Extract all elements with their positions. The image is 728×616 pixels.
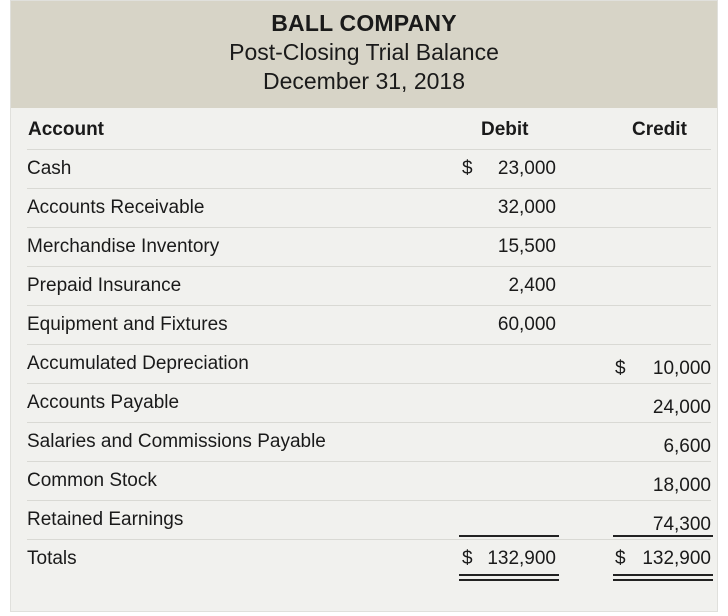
- credit-double-rule-top: [613, 574, 713, 576]
- company-name: BALL COMPANY: [271, 10, 457, 36]
- dollar-sign: $: [615, 548, 626, 569]
- credit-column-header: Credit: [632, 119, 687, 140]
- debit-amount: 32,000: [497, 197, 556, 218]
- account-column-header: Account: [28, 119, 104, 140]
- table-row: [27, 344, 711, 383]
- account-name: Salaries and Commissions Payable: [27, 431, 326, 452]
- debit-total-underline: [459, 535, 559, 537]
- account-name: Retained Earnings: [27, 509, 184, 530]
- table-row: [27, 305, 711, 344]
- debit-amount: 60,000: [497, 314, 556, 335]
- account-name: Merchandise Inventory: [27, 236, 220, 257]
- trial-balance-panel: [10, 0, 718, 612]
- account-name: Accounts Payable: [27, 392, 180, 413]
- table-row: [27, 461, 711, 500]
- total-credit: 132,900: [642, 548, 711, 569]
- dollar-sign: $: [615, 358, 626, 379]
- total-debit: 132,900: [487, 548, 556, 569]
- credit-total-underline: [613, 535, 713, 537]
- table-row: [27, 422, 711, 461]
- account-name: Accounts Receivable: [27, 197, 205, 218]
- account-name: Cash: [27, 158, 72, 179]
- account-name: Prepaid Insurance: [27, 275, 182, 296]
- table-row: [27, 383, 711, 422]
- credit-amount: 18,000: [652, 475, 711, 496]
- statement-title: Post-Closing Trial Balance: [229, 39, 499, 65]
- account-name: Accumulated Depreciation: [27, 353, 249, 374]
- debit-double-rule-top: [459, 574, 559, 576]
- table-row: [27, 149, 711, 188]
- dollar-sign: $: [462, 548, 473, 569]
- totals-row: [27, 539, 711, 580]
- totals-label: Totals: [27, 548, 77, 569]
- debit-amount: 2,400: [508, 275, 556, 296]
- debit-double-rule-bottom: [459, 579, 559, 581]
- debit-amount: 15,500: [497, 236, 556, 257]
- credit-double-rule-bottom: [613, 579, 713, 581]
- table-row: [27, 500, 711, 539]
- account-name: Common Stock: [27, 470, 157, 491]
- debit-column-header: Debit: [481, 119, 529, 140]
- table-row: [27, 227, 711, 266]
- dollar-sign: $: [462, 158, 473, 179]
- statement-header: [11, 1, 717, 108]
- credit-amount: 10,000: [652, 358, 711, 379]
- credit-amount: 74,300: [652, 514, 711, 535]
- credit-amount: 24,000: [652, 397, 711, 418]
- account-name: Equipment and Fixtures: [27, 314, 228, 335]
- table-row: [27, 266, 711, 305]
- table-row: [27, 188, 711, 227]
- credit-amount: 6,600: [663, 436, 711, 457]
- statement-date: December 31, 2018: [262, 68, 465, 94]
- debit-amount: 23,000: [497, 158, 556, 179]
